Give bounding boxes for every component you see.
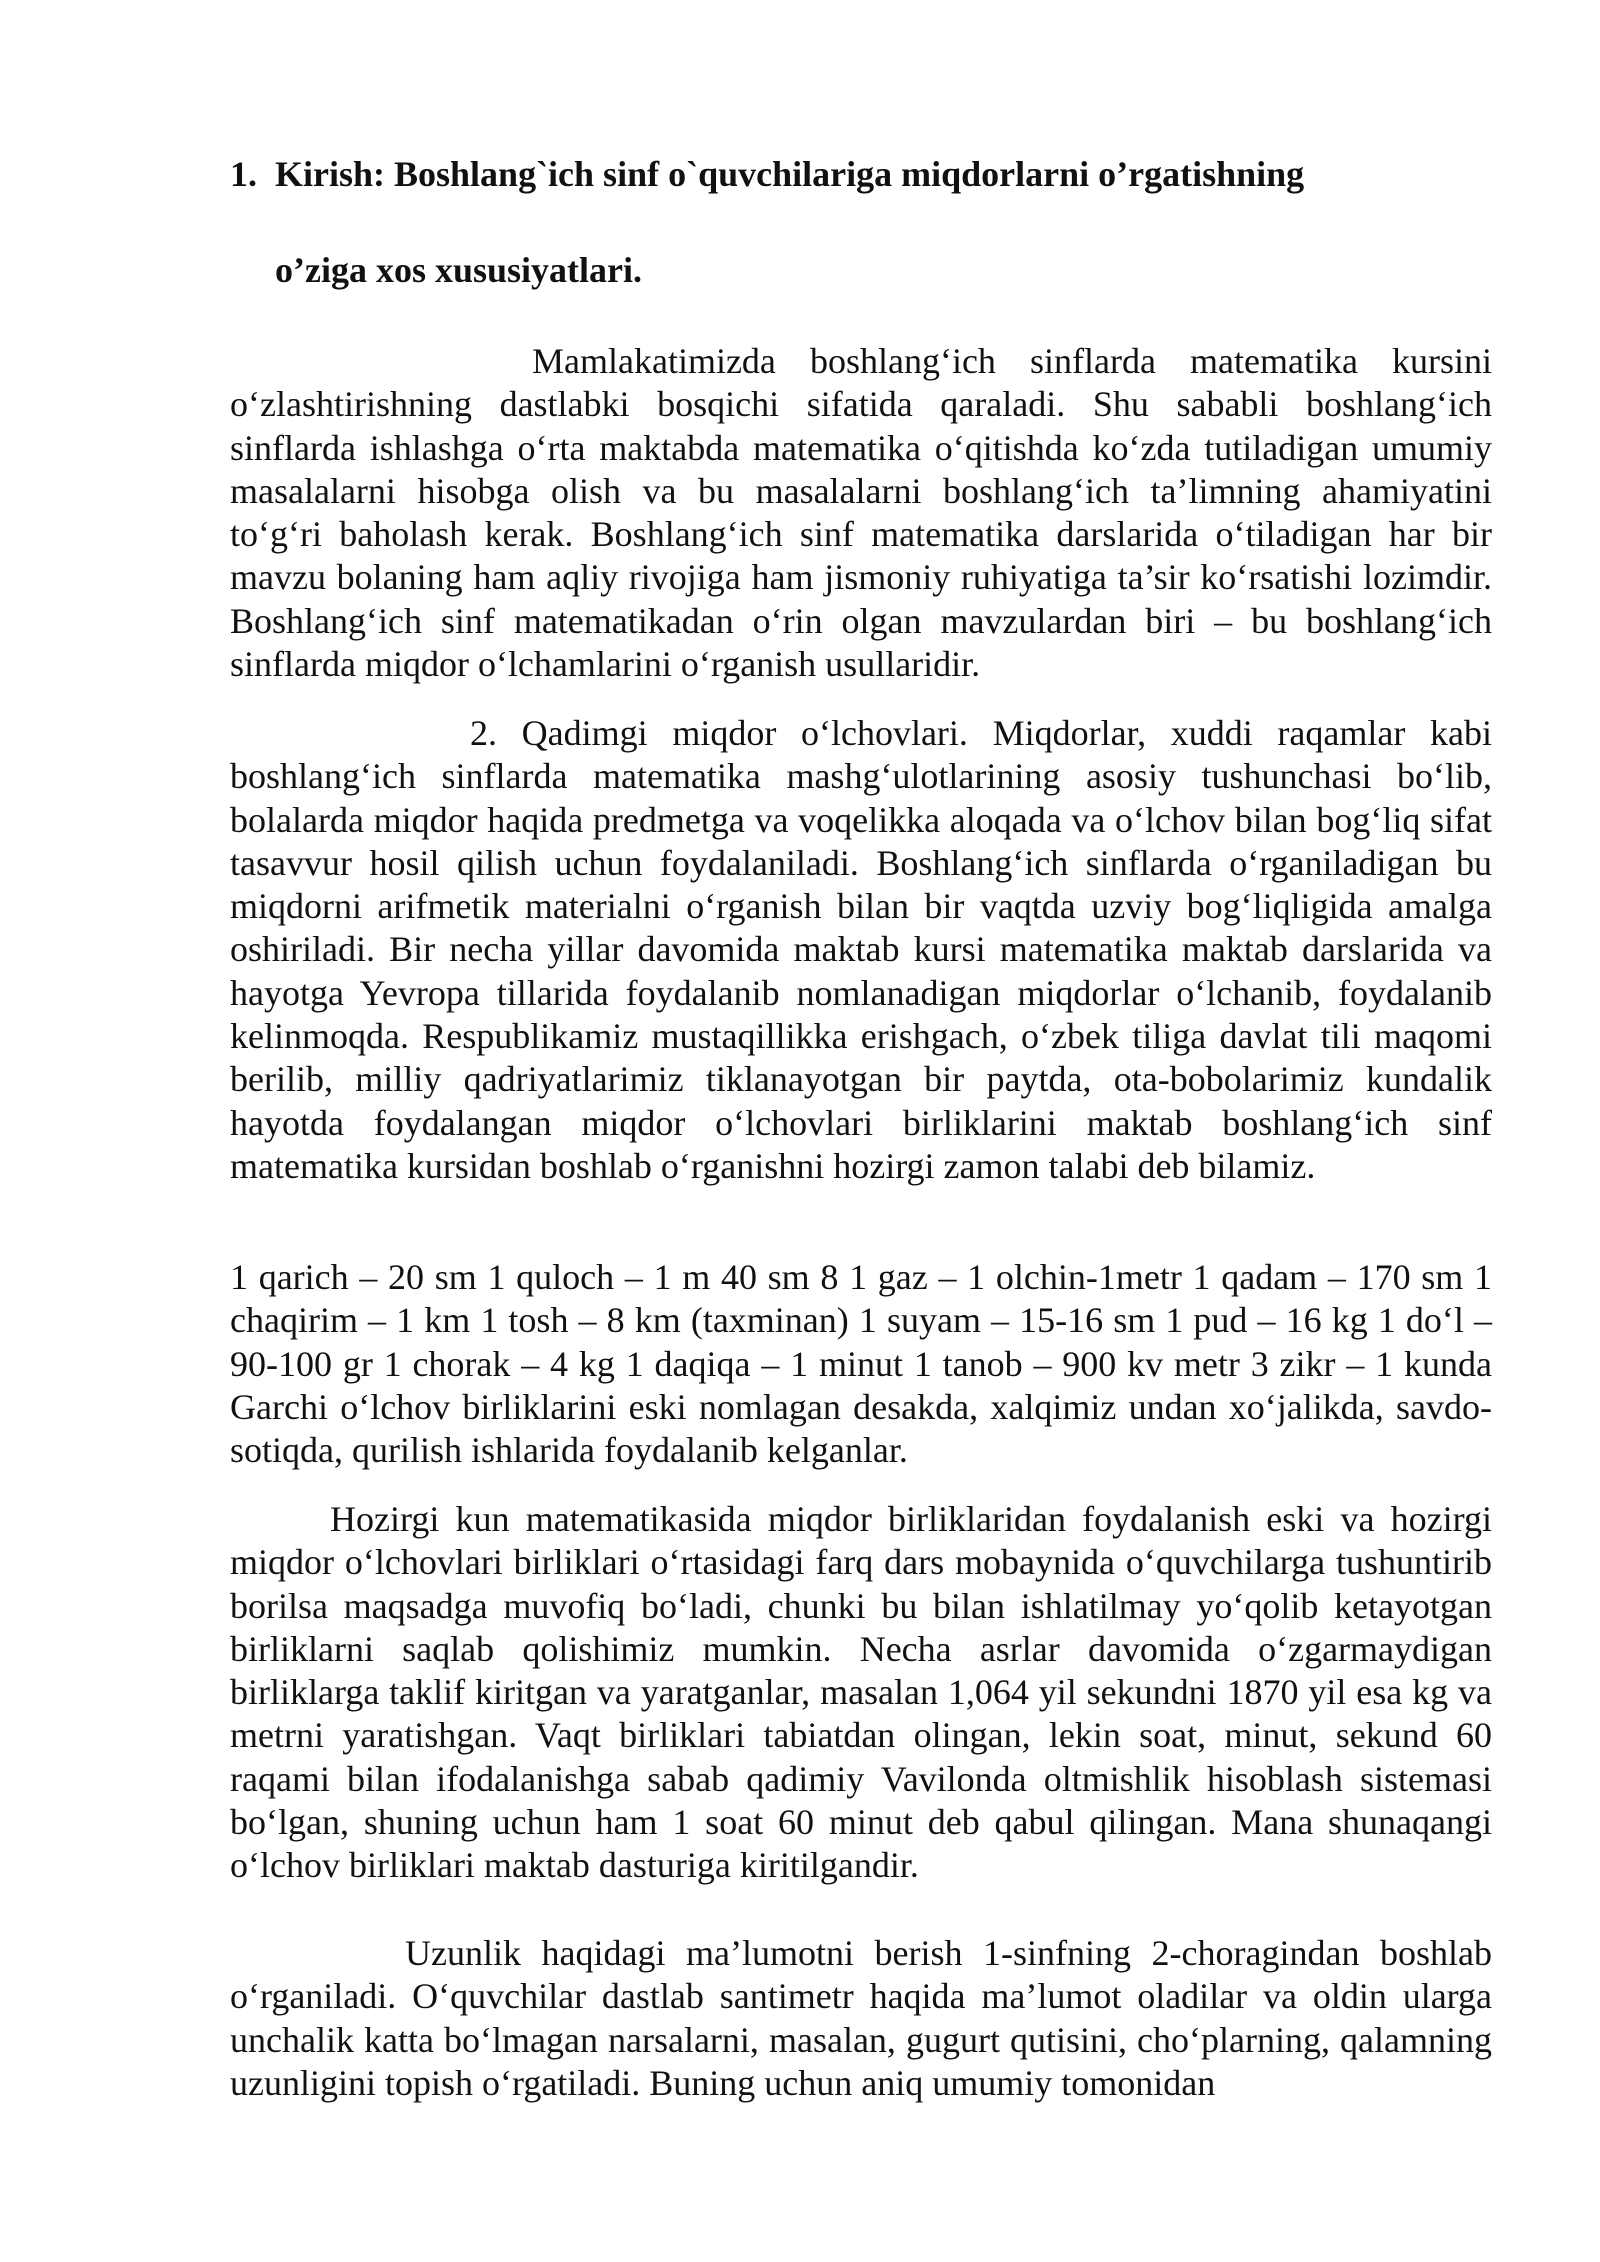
heading-line-2: o’ziga xos xususiyatlari. — [275, 250, 643, 290]
paragraph-ancient-measures: 2. Qadimgi miqdor o‘lchovlari. Miqdorlar, xuddi raqamlar kabi boshlang‘ich sinflarda matematika mashg‘ulotlarining asosiy tushunchasi bo‘lib, bolalarda miqdor haqida predmetga va voqelikka aloqada va o‘lchov bilan bog‘liq sifat tasavvur hosil qilish uchun foydalaniladi. Boshlang‘ich sinflarda o‘rganiladigan bu miqdorni arifmetik materialni o‘rganish bilan bir vaqtda uzviy bog‘liqligida amalga oshiriladi. Bir necha yillar davomida maktab kursi matematika maktab darslarida va hayotga Yevropa tillarida foydalanib nomlanadigan miqdorlar o‘lchanib, foydalanib kelinmoqda. Respublikamiz mustaqillikka erishgach, o‘zbek tiliga davlat tili maqomi berilib, milliy qadriyatlarimiz tiklanayotgan bir paytda, ota-bobolarimiz kundalik hayotda foydalangan miqdor o‘lchovlari birliklarini maktab boshlang‘ich sinf matematika kursidan boshlab o‘rganishni hozirgi zamon talabi deb bilamiz. — [230, 713, 1492, 1186]
paragraph-unit-list: 1 qarich – 20 sm 1 quloch – 1 m 40 sm 8 1 gaz – 1 olchin-1metr 1 qadam – 170 sm 1 chaqirim – 1 km 1 tosh – 8 km (taxminan) 1 suyam – 15-16 sm 1 pud – 16 kg 1 do‘l – 90-100 gr 1 chorak – 4 kg 1 daqiqa – 1 minut 1 tanob – 900 kv metr 3 zikr – 1 kunda Garchi o‘lchov birliklarini eski nomlagan desakda, xalqimiz undan xo‘jalikda, savdo-sotiqda, qurilish ishlarida foydalanib kelganlar. — [230, 1257, 1492, 1471]
heading-line-1 — [230, 150, 1492, 198]
paragraph-length: Uzunlik haqidagi ma’lumotni berish 1-sinfning 2-choragindan boshlab o‘rganiladi. O‘quvchilar dastlab santimetr haqida ma’lumot oladilar va oldin ularga unchalik katta bo‘lmagan narsalarni, masalan, gugurt qutisini, cho‘plarning, qalamning uzunligini topish o‘rgatiladi. Buning uchun aniq umumiy tomonidan — [230, 1933, 1492, 2103]
paragraph-modern-units: Hozirgi kun matematikasida miqdor birliklaridan foydalanish eski va hozirgi miqdor o‘lchovlari birliklari o‘rtasidagi farq dars mobaynida o‘quvchilarga tushuntirib borilsa maqsadga muvofiq bo‘ladi, chunki bu bilan ishlatilmay yo‘qolib ketayotgan birliklarni saqlab qolishimiz mumkin. Necha asrlar davomida o‘zgarmaydigan birliklarga taklif kiritgan va yaratganlar, masalan 1,064 yil sekundni 1870 yil esa kg va metrni yaratishgan. Vaqt birliklari tabiatdan olingan, lekin soat, minut, sekund 60 raqami bilan ifodalanishga sabab qadimiy Vavilonda oltmishlik hisoblash sistemasi bo‘lgan, shuning uchun ham 1 soat 60 minut deb qabul qilingan. Mana shunaqangi o‘lchov birliklari maktab dasturiga kiritilgandir. — [230, 1499, 1492, 1886]
document-page — [230, 150, 1492, 2103]
heading-number: 1. — [230, 154, 257, 194]
paragraph-intro: Mamlakatimizda boshlang‘ich sinflarda matematika kursini o‘zlashtirishning dastlabki bosqichi sifatida qaraladi. Shu sababli boshlang‘ich sinflarda ishlashga o‘rta maktabda matematika o‘qitishda ko‘zda tutiladigan umumiy masalalarni hisobga olish va bu masalalarni boshlang‘ich ta’limning ahamiyatini to‘g‘ri baholash kerak. Boshlang‘ich sinf matematika darslarida o‘tiladigan har bir mavzu bolaning ham aqliy rivojiga ham jismoniy ruhiyatiga ta’sir ko‘rsatishi lozimdir. Boshlang‘ich sinf matematikadan o‘rin olgan mavzulardan biri – bu boshlang‘ich sinflarda miqdor o‘lchamlarini o‘rganish usullaridir. — [230, 341, 1492, 685]
section-heading — [230, 150, 1492, 294]
heading-title: Kirish: Boshlang`ich sinf o`quvchilariga miqdorlarni o’rgatishning — [275, 154, 1305, 194]
